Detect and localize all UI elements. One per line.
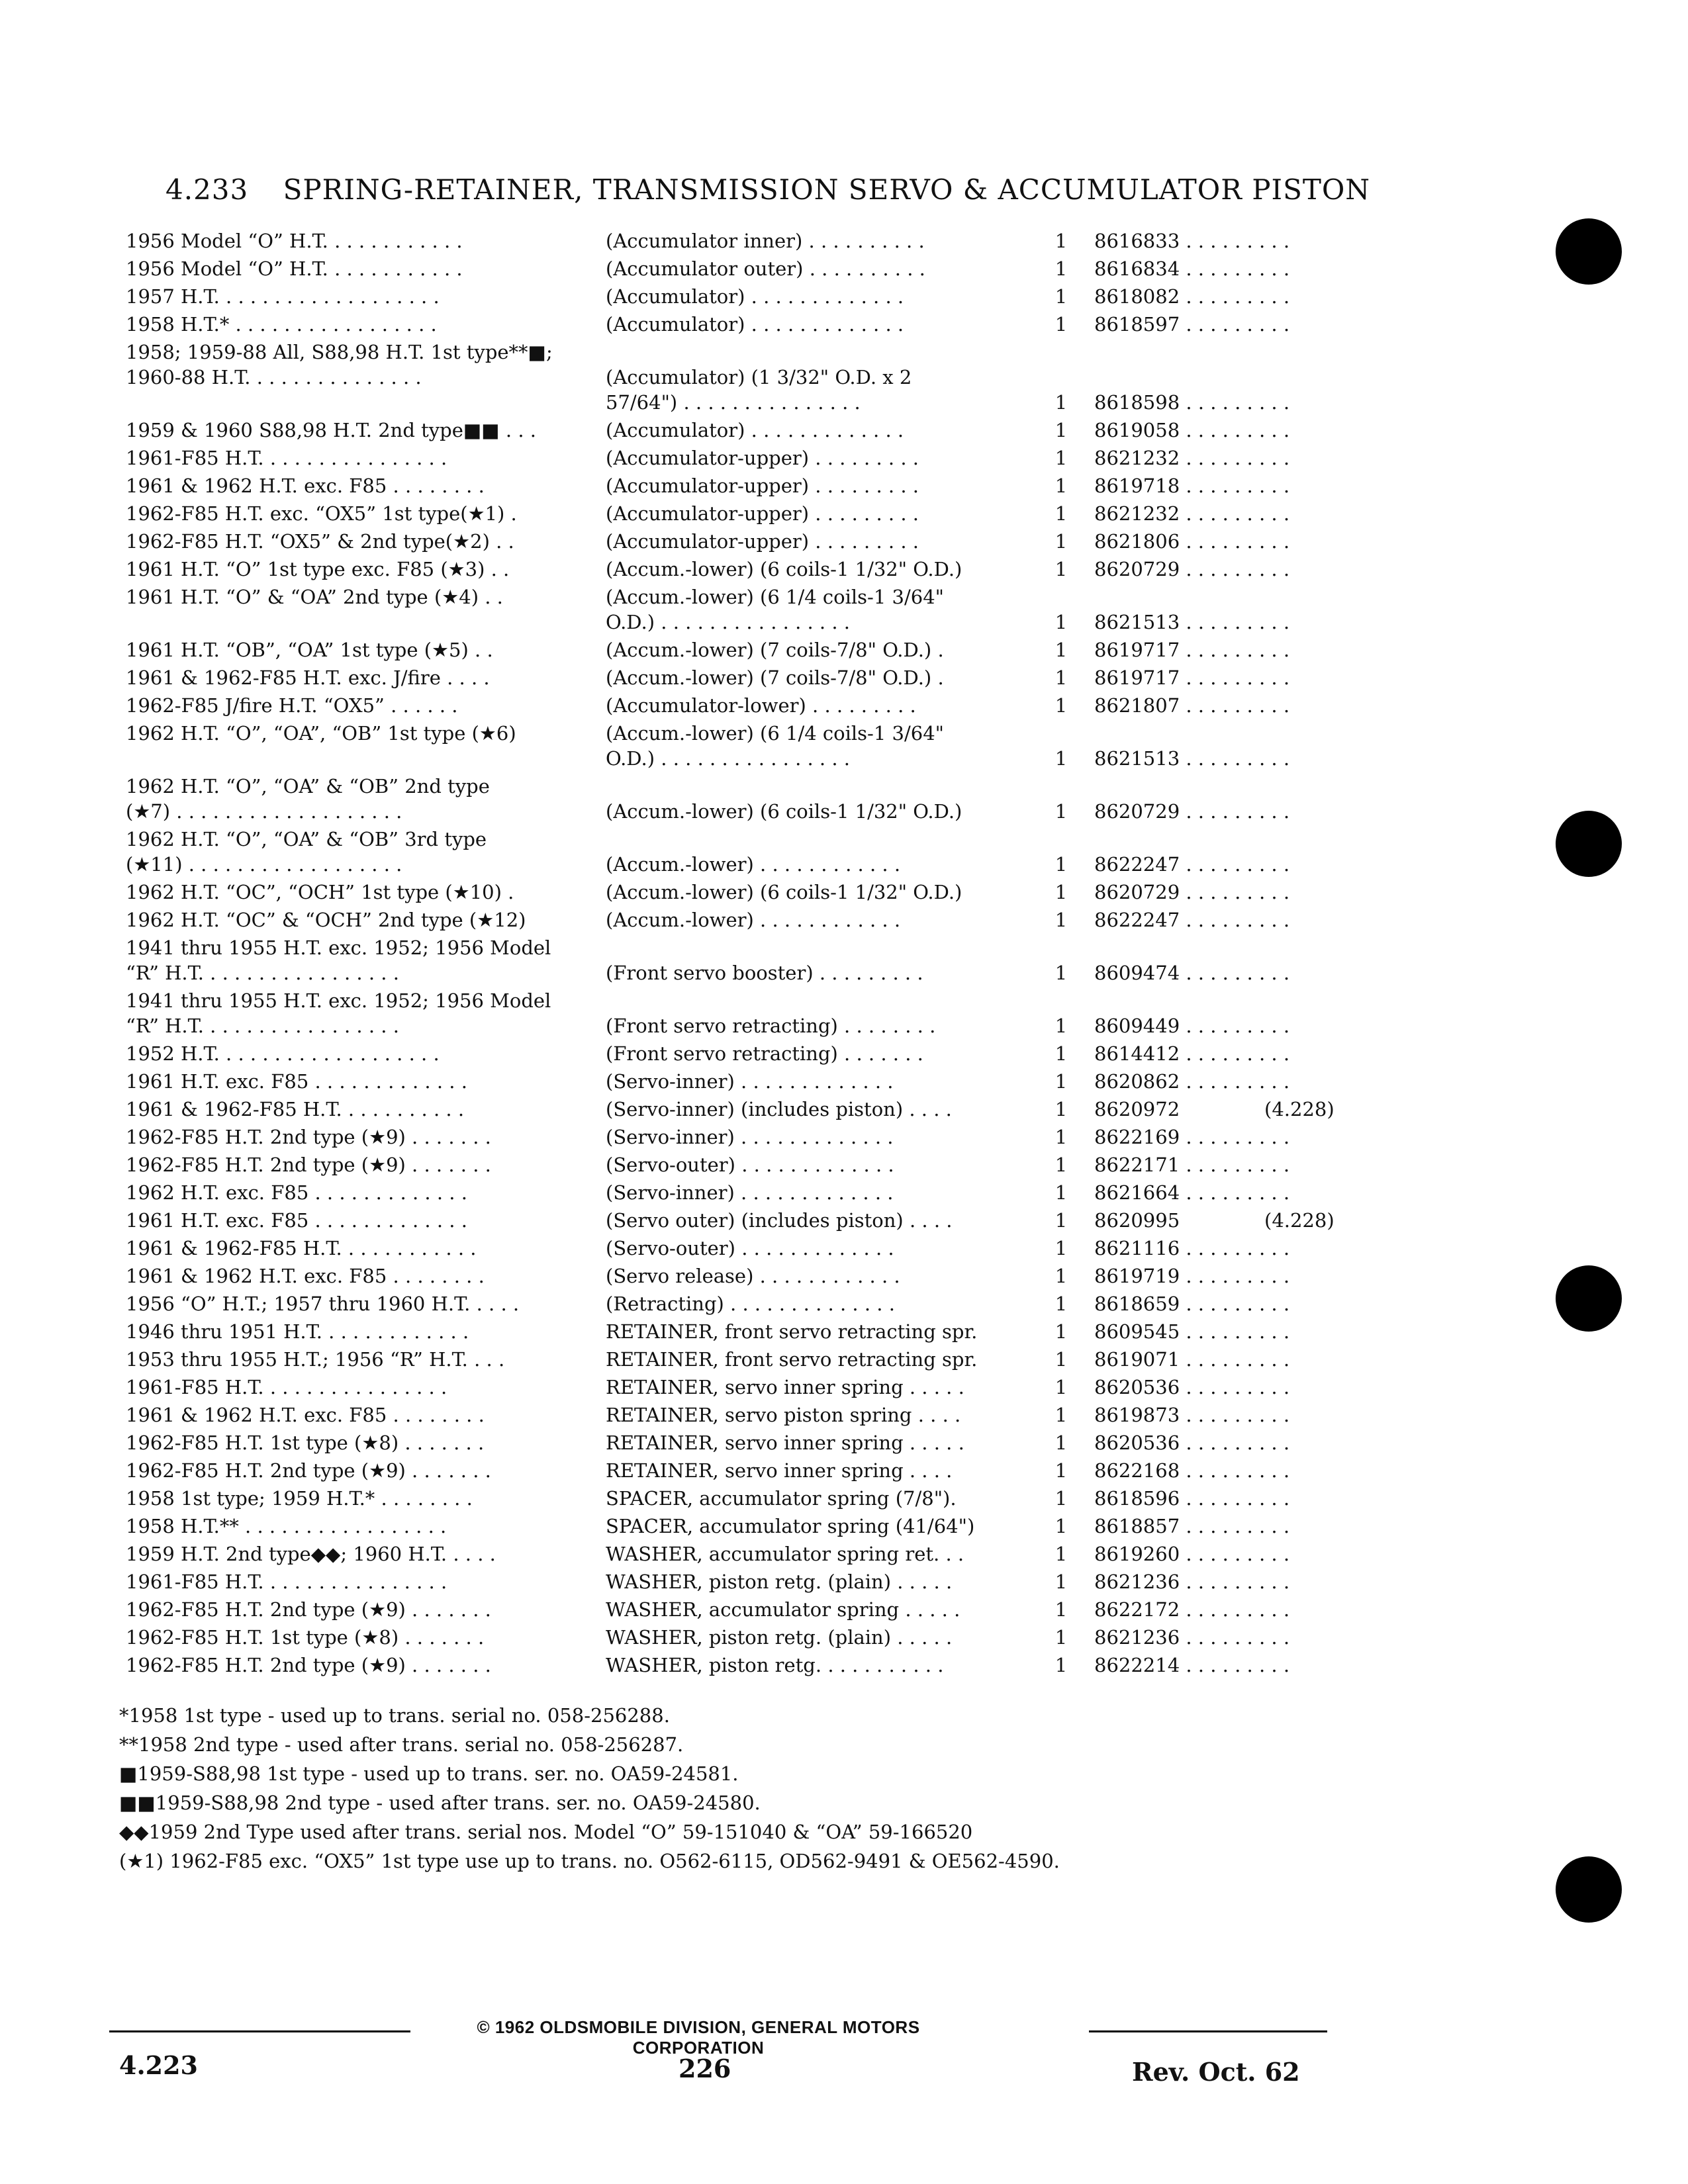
part-number: 8621116 . . . . . . . . . <box>1094 1237 1290 1259</box>
quantity: 1 <box>1055 1487 1068 1510</box>
table-row <box>126 1263 1357 1291</box>
part-number: 8620536 . . . . . . . . . <box>1094 1376 1290 1398</box>
part-number: 8620862 . . . . . . . . . <box>1094 1070 1290 1093</box>
table-row <box>126 827 1357 880</box>
quantity: 1 <box>1055 1015 1068 1037</box>
application-text: 1952 H.T. . . . . . . . . . . . . . . . . . . <box>126 1042 440 1065</box>
part-number: 8620536 . . . . . . . . . <box>1094 1432 1290 1454</box>
binder-hole <box>1556 811 1622 877</box>
part-number: 8616833 . . . . . . . . . <box>1094 230 1290 252</box>
part-description: (Servo-inner) . . . . . . . . . . . . . <box>606 1126 894 1148</box>
application-text: 1962-F85 H.T. 2nd type (★9) . . . . . . . <box>126 1459 491 1482</box>
quantity: 1 <box>1055 1320 1068 1343</box>
binder-hole <box>1556 218 1622 285</box>
part-description: RETAINER, servo inner spring . . . . . <box>606 1376 964 1398</box>
table-row <box>126 445 1357 473</box>
part-number: 8621807 . . . . . . . . . <box>1094 694 1290 717</box>
part-number: 8619718 . . . . . . . . . <box>1094 475 1290 497</box>
part-description: O.D.) . . . . . . . . . . . . . . . . <box>606 747 851 770</box>
quantity: 1 <box>1055 230 1068 252</box>
copyright-notice: © 1962 OLDSMOBILE DIVISION, GENERAL MOTORS CORPORATION <box>477 2017 920 2058</box>
part-description: (Servo release) . . . . . . . . . . . . <box>606 1265 900 1287</box>
part-description: (Servo-inner) . . . . . . . . . . . . . <box>606 1070 894 1093</box>
application-text: 1962-F85 H.T. “OX5” & 2nd type(★2) . . <box>126 530 514 553</box>
application-text: “R” H.T. . . . . . . . . . . . . . . . . <box>126 962 399 984</box>
section-reference: (4.228) <box>1264 1209 1335 1232</box>
footnote: (★1) 1962-F85 exc. “OX5” 1st type use up to trans. no. O562-6115, OD562-9491 & OE562-4590. <box>119 1850 1060 1872</box>
part-number: 8619719 . . . . . . . . . <box>1094 1265 1290 1287</box>
part-description: (Accumulator) . . . . . . . . . . . . . <box>606 285 904 308</box>
table-row <box>126 1458 1357 1486</box>
application-text: 1962-F85 H.T. 1st type (★8) . . . . . . . <box>126 1626 485 1649</box>
quantity: 1 <box>1055 391 1068 414</box>
part-description: (Front servo retracting) . . . . . . . <box>606 1042 923 1065</box>
part-description: (Accum.-lower) (7 coils-7/8" O.D.) . <box>606 666 944 689</box>
part-number: 8618596 . . . . . . . . . <box>1094 1487 1290 1510</box>
application-text: 1961-F85 H.T. . . . . . . . . . . . . . . . <box>126 1376 447 1398</box>
part-description: (Accumulator-upper) . . . . . . . . . <box>606 502 919 525</box>
quantity: 1 <box>1055 666 1068 689</box>
table-row <box>126 1375 1357 1402</box>
part-description: (Accumulator-upper) . . . . . . . . . <box>606 447 919 469</box>
application-text: 1962-F85 H.T. 2nd type (★9) . . . . . . . <box>126 1154 491 1176</box>
part-number: 8622168 . . . . . . . . . <box>1094 1459 1290 1482</box>
quantity: 1 <box>1055 1154 1068 1176</box>
table-row <box>126 1152 1357 1180</box>
application-text: 1962 H.T. “O”, “OA”, “OB” 1st type (★6) <box>126 722 516 745</box>
table-row <box>126 1041 1357 1069</box>
quantity: 1 <box>1055 611 1068 633</box>
table-row <box>126 1597 1357 1625</box>
quantity: 1 <box>1055 1042 1068 1065</box>
table-row <box>126 1180 1357 1208</box>
application-text: 1961 & 1962 H.T. exc. F85 . . . . . . . . <box>126 475 485 497</box>
table-row <box>126 584 1357 637</box>
application-text: 1961 & 1962 H.T. exc. F85 . . . . . . . . <box>126 1265 485 1287</box>
part-number: 8619873 . . . . . . . . . <box>1094 1404 1290 1426</box>
table-row <box>126 1402 1357 1430</box>
application-text: 1953 thru 1955 H.T.; 1956 “R” H.T. . . . <box>126 1348 505 1371</box>
part-description: SPACER, accumulator spring (41/64") <box>606 1515 975 1537</box>
application-text: 1961 H.T. exc. F85 . . . . . . . . . . . . . <box>126 1070 467 1093</box>
quantity: 1 <box>1055 747 1068 770</box>
part-description: (Servo-inner) . . . . . . . . . . . . . <box>606 1181 894 1204</box>
quantity: 1 <box>1055 1626 1068 1649</box>
application-text: 1941 thru 1955 H.T. exc. 1952; 1956 Model <box>126 989 551 1012</box>
table-row <box>126 665 1357 693</box>
table-row <box>126 1291 1357 1319</box>
table-row <box>126 880 1357 907</box>
part-description: WASHER, piston retg. . . . . . . . . . . <box>606 1654 944 1676</box>
application-text: 1961 & 1962-F85 H.T. exc. J/fire . . . . <box>126 666 490 689</box>
table-row <box>126 1625 1357 1653</box>
revision-date: Rev. Oct. 62 <box>1132 2057 1300 2087</box>
quantity: 1 <box>1055 1209 1068 1232</box>
quantity: 1 <box>1055 1348 1068 1371</box>
part-description: RETAINER, front servo retracting spr. <box>606 1320 978 1343</box>
table-row <box>126 1486 1357 1514</box>
part-description: WASHER, accumulator spring ret. . . <box>606 1543 964 1565</box>
part-description: (Accumulator-upper) . . . . . . . . . <box>606 530 919 553</box>
table-row <box>126 1347 1357 1375</box>
binder-hole <box>1556 1265 1622 1332</box>
table-row <box>126 1541 1357 1569</box>
table-row <box>126 1319 1357 1347</box>
part-number: 8619058 . . . . . . . . . <box>1094 419 1290 441</box>
application-text: 1956 “O” H.T.; 1957 thru 1960 H.T. . . . . <box>126 1293 520 1315</box>
quantity: 1 <box>1055 1126 1068 1148</box>
section-title: SPRING-RETAINER, TRANSMISSION SERVO & ACCUMULATOR PISTON <box>283 173 1371 206</box>
table-row <box>126 774 1357 827</box>
part-number: 8609449 . . . . . . . . . <box>1094 1015 1290 1037</box>
quantity: 1 <box>1055 447 1068 469</box>
quantity: 1 <box>1055 1265 1068 1287</box>
part-description: 57/64") . . . . . . . . . . . . . . . <box>606 391 861 414</box>
quantity: 1 <box>1055 475 1068 497</box>
part-description: (Front servo retracting) . . . . . . . . <box>606 1015 936 1037</box>
application-text: 1961 H.T. “O” 1st type exc. F85 (★3) . . <box>126 558 510 580</box>
part-description: (Accum.-lower) (6 coils-1 1/32" O.D.) <box>606 881 962 903</box>
quantity: 1 <box>1055 1598 1068 1621</box>
quantity: 1 <box>1055 1432 1068 1454</box>
part-number: 8621806 . . . . . . . . . <box>1094 530 1290 553</box>
part-number: 8622247 . . . . . . . . . <box>1094 853 1290 876</box>
part-description: WASHER, piston retg. (plain) . . . . . <box>606 1626 953 1649</box>
quantity: 1 <box>1055 558 1068 580</box>
part-number: 8620729 . . . . . . . . . <box>1094 558 1290 580</box>
part-number: 8622171 . . . . . . . . . <box>1094 1154 1290 1176</box>
part-number: 8619071 . . . . . . . . . <box>1094 1348 1290 1371</box>
part-description: (Accum.-lower) . . . . . . . . . . . . <box>606 853 901 876</box>
application-text: 1961 H.T. “OB”, “OA” 1st type (★5) . . <box>126 639 493 661</box>
quantity: 1 <box>1055 1543 1068 1565</box>
application-text: 1959 H.T. 2nd type◆◆; 1960 H.T. . . . . <box>126 1543 496 1565</box>
part-number: 8616834 . . . . . . . . . <box>1094 257 1290 280</box>
application-text: 1961 H.T. exc. F85 . . . . . . . . . . . . . <box>126 1209 467 1232</box>
quantity: 1 <box>1055 1070 1068 1093</box>
part-description: (Accum.-lower) (7 coils-7/8" O.D.) . <box>606 639 944 661</box>
quantity: 1 <box>1055 1293 1068 1315</box>
part-description: (Accumulator) . . . . . . . . . . . . . <box>606 419 904 441</box>
part-number: 8620729 . . . . . . . . . <box>1094 881 1290 903</box>
application-text: 1962 H.T. “O”, “OA” & “OB” 3rd type <box>126 828 487 850</box>
quantity: 1 <box>1055 313 1068 336</box>
part-description: O.D.) . . . . . . . . . . . . . . . . <box>606 611 851 633</box>
part-number: 8609474 . . . . . . . . . <box>1094 962 1290 984</box>
quantity: 1 <box>1055 962 1068 984</box>
part-number: 8621236 . . . . . . . . . <box>1094 1570 1290 1593</box>
footnote: ■1959-S88,98 1st type - used up to trans. ser. no. OA59-24581. <box>119 1762 739 1785</box>
quantity: 1 <box>1055 530 1068 553</box>
part-description: (Accumulator outer) . . . . . . . . . . <box>606 257 925 280</box>
application-text: 1958 H.T.* . . . . . . . . . . . . . . . . . <box>126 313 437 336</box>
table-row <box>126 907 1357 935</box>
table-row <box>126 557 1357 584</box>
part-number: 8620729 . . . . . . . . . <box>1094 800 1290 823</box>
part-number: 8621664 . . . . . . . . . <box>1094 1181 1290 1204</box>
page-number: 226 <box>679 2054 731 2083</box>
application-text: 1961 & 1962 H.T. exc. F85 . . . . . . . . <box>126 1404 485 1426</box>
application-text: 1962 H.T. “OC” & “OCH” 2nd type (★12) <box>126 909 526 931</box>
quantity: 1 <box>1055 257 1068 280</box>
quantity: 1 <box>1055 1654 1068 1676</box>
part-number: 8619260 . . . . . . . . . <box>1094 1543 1290 1565</box>
part-number: 8618857 . . . . . . . . . <box>1094 1515 1290 1537</box>
part-description: (Servo-outer) . . . . . . . . . . . . . <box>606 1154 894 1176</box>
table-row <box>126 693 1357 721</box>
application-text: “R” H.T. . . . . . . . . . . . . . . . . <box>126 1015 399 1037</box>
part-description: (Accum.-lower) . . . . . . . . . . . . <box>606 909 901 931</box>
quantity: 1 <box>1055 1459 1068 1482</box>
table-row <box>126 1653 1357 1680</box>
table-row <box>126 340 1357 418</box>
quantity: 1 <box>1055 1515 1068 1537</box>
quantity: 1 <box>1055 419 1068 441</box>
part-number: 8621236 . . . . . . . . . <box>1094 1626 1290 1649</box>
application-text: 1962-F85 J/fire H.T. “OX5” . . . . . . <box>126 694 458 717</box>
part-description: WASHER, piston retg. (plain) . . . . . <box>606 1570 953 1593</box>
application-text: 1962 H.T. “O”, “OA” & “OB” 2nd type <box>126 775 490 797</box>
part-number: 8618659 . . . . . . . . . <box>1094 1293 1290 1315</box>
part-description: RETAINER, front servo retracting spr. <box>606 1348 978 1371</box>
part-number: 8621513 . . . . . . . . . <box>1094 747 1290 770</box>
part-description: (Servo outer) (includes piston) . . . . <box>606 1209 953 1232</box>
application-text: 1956 Model “O” H.T. . . . . . . . . . . . <box>126 257 463 280</box>
part-number: 8620972 <box>1094 1098 1180 1120</box>
quantity: 1 <box>1055 1237 1068 1259</box>
application-text: 1956 Model “O” H.T. . . . . . . . . . . . <box>126 230 463 252</box>
part-description: (Accum.-lower) (6 coils-1 1/32" O.D.) <box>606 558 962 580</box>
table-row <box>126 418 1357 445</box>
quantity: 1 <box>1055 853 1068 876</box>
part-description: (Front servo booster) . . . . . . . . . <box>606 962 923 984</box>
page-heading <box>165 173 1371 206</box>
part-number: 8622247 . . . . . . . . . <box>1094 909 1290 931</box>
part-number: 8622172 . . . . . . . . . <box>1094 1598 1290 1621</box>
table-row <box>126 1097 1357 1124</box>
part-number: 8620995 <box>1094 1209 1180 1232</box>
application-text: 1962 H.T. “OC”, “OCH” 1st type (★10) . <box>126 881 514 903</box>
part-description: (Accumulator-lower) . . . . . . . . . <box>606 694 916 717</box>
part-number: 8622169 . . . . . . . . . <box>1094 1126 1290 1148</box>
table-row <box>126 473 1357 501</box>
quantity: 1 <box>1055 285 1068 308</box>
part-description: (Retracting) . . . . . . . . . . . . . . <box>606 1293 895 1315</box>
application-text: 1958; 1959-88 All, S88,98 H.T. 1st type**■; <box>126 341 553 363</box>
part-number: 8622214 . . . . . . . . . <box>1094 1654 1290 1676</box>
application-text: 1959 & 1960 S88,98 H.T. 2nd type■■ . . . <box>126 419 536 441</box>
application-text: 1961-F85 H.T. . . . . . . . . . . . . . . . <box>126 447 447 469</box>
table-row <box>126 1208 1357 1236</box>
application-text: 1961 & 1962-F85 H.T. . . . . . . . . . . <box>126 1098 465 1120</box>
table-row <box>126 1236 1357 1263</box>
application-text: (★11) . . . . . . . . . . . . . . . . . . <box>126 853 402 876</box>
footnote: ■■1959-S88,98 2nd type - used after trans. ser. no. OA59-24580. <box>119 1792 761 1814</box>
table-row <box>126 1069 1357 1097</box>
table-row <box>126 256 1357 284</box>
quantity: 1 <box>1055 502 1068 525</box>
application-text: 1961-F85 H.T. . . . . . . . . . . . . . . . <box>126 1570 447 1593</box>
quantity: 1 <box>1055 1404 1068 1426</box>
part-description: (Accum.-lower) (6 coils-1 1/32" O.D.) <box>606 800 962 823</box>
part-number: 8614412 . . . . . . . . . <box>1094 1042 1290 1065</box>
application-text: 1957 H.T. . . . . . . . . . . . . . . . . . . <box>126 285 440 308</box>
quantity: 1 <box>1055 800 1068 823</box>
footnotes <box>119 1701 1344 1876</box>
part-description: (Accum.-lower) (6 1/4 coils-1 3/64" <box>606 586 944 608</box>
application-text: 1941 thru 1955 H.T. exc. 1952; 1956 Model <box>126 936 551 959</box>
quantity: 1 <box>1055 909 1068 931</box>
table-row <box>126 1514 1357 1541</box>
table-row <box>126 935 1357 988</box>
part-number: 8618598 . . . . . . . . . <box>1094 391 1290 414</box>
application-text: 1962-F85 H.T. 2nd type (★9) . . . . . . . <box>126 1126 491 1148</box>
application-text: 1962-F85 H.T. exc. “OX5” 1st type(★1) . <box>126 502 517 525</box>
footnote: **1958 2nd type - used after trans. serial no. 058-256287. <box>119 1733 684 1756</box>
application-text: 1960-88 H.T. . . . . . . . . . . . . . . <box>126 366 422 388</box>
quantity: 1 <box>1055 694 1068 717</box>
application-text: 1961 & 1962-F85 H.T. . . . . . . . . . . . <box>126 1237 477 1259</box>
part-description: RETAINER, servo inner spring . . . . <box>606 1459 953 1482</box>
part-description: WASHER, accumulator spring . . . . . <box>606 1598 961 1621</box>
table-row <box>126 1569 1357 1597</box>
part-description: RETAINER, servo inner spring . . . . . <box>606 1432 964 1454</box>
quantity: 1 <box>1055 639 1068 661</box>
binder-hole <box>1556 1856 1622 1923</box>
application-text: 1946 thru 1951 H.T. . . . . . . . . . . . . <box>126 1320 469 1343</box>
table-row <box>126 1124 1357 1152</box>
footer-section-number: 4.223 <box>119 2050 198 2080</box>
table-row <box>126 721 1357 774</box>
part-description: (Accumulator) . . . . . . . . . . . . . <box>606 313 904 336</box>
application-text: 1962-F85 H.T. 2nd type (★9) . . . . . . . <box>126 1654 491 1676</box>
part-number: 8619717 . . . . . . . . . <box>1094 666 1290 689</box>
application-text: (★7) . . . . . . . . . . . . . . . . . . . <box>126 800 402 823</box>
table-row <box>126 637 1357 665</box>
table-row <box>126 228 1357 256</box>
part-description: RETAINER, servo piston spring . . . . <box>606 1404 961 1426</box>
application-text: 1958 1st type; 1959 H.T.* . . . . . . . . <box>126 1487 473 1510</box>
table-row <box>126 1430 1357 1458</box>
quantity: 1 <box>1055 1181 1068 1204</box>
quantity: 1 <box>1055 1376 1068 1398</box>
part-number: 8621232 . . . . . . . . . <box>1094 447 1290 469</box>
parts-list <box>126 228 1357 1680</box>
part-description: (Accumulator) (1 3/32" O.D. x 2 <box>606 366 912 388</box>
part-description: (Accumulator inner) . . . . . . . . . . <box>606 230 925 252</box>
table-row <box>126 284 1357 312</box>
part-number: 8618597 . . . . . . . . . <box>1094 313 1290 336</box>
part-number: 8619717 . . . . . . . . . <box>1094 639 1290 661</box>
application-text: 1958 H.T.** . . . . . . . . . . . . . . . . . <box>126 1515 447 1537</box>
part-description: SPACER, accumulator spring (7/8"). <box>606 1487 957 1510</box>
table-row <box>126 529 1357 557</box>
table-row <box>126 312 1357 340</box>
table-row <box>126 988 1357 1041</box>
part-number: 8609545 . . . . . . . . . <box>1094 1320 1290 1343</box>
footnote: *1958 1st type - used up to trans. serial no. 058-256288. <box>119 1704 670 1727</box>
application-text: 1962-F85 H.T. 1st type (★8) . . . . . . . <box>126 1432 485 1454</box>
footnote: ◆◆1959 2nd Type used after trans. serial nos. Model “O” 59-151040 & “OA” 59-166520 <box>119 1821 973 1843</box>
part-number: 8621513 . . . . . . . . . <box>1094 611 1290 633</box>
part-number: 8618082 . . . . . . . . . <box>1094 285 1290 308</box>
quantity: 1 <box>1055 881 1068 903</box>
table-row <box>126 501 1357 529</box>
application-text: 1962 H.T. exc. F85 . . . . . . . . . . . . . <box>126 1181 467 1204</box>
part-description: (Servo-inner) (includes piston) . . . . <box>606 1098 952 1120</box>
part-number: 8621232 . . . . . . . . . <box>1094 502 1290 525</box>
application-text: 1961 H.T. “O” & “OA” 2nd type (★4) . . <box>126 586 503 608</box>
part-description: (Servo-outer) . . . . . . . . . . . . . <box>606 1237 894 1259</box>
quantity: 1 <box>1055 1570 1068 1593</box>
section-reference: (4.228) <box>1264 1098 1335 1120</box>
quantity: 1 <box>1055 1098 1068 1120</box>
part-description: (Accum.-lower) (6 1/4 coils-1 3/64" <box>606 722 944 745</box>
part-description: (Accumulator-upper) . . . . . . . . . <box>606 475 919 497</box>
application-text: 1962-F85 H.T. 2nd type (★9) . . . . . . . <box>126 1598 491 1621</box>
section-number: 4.233 <box>165 173 249 206</box>
